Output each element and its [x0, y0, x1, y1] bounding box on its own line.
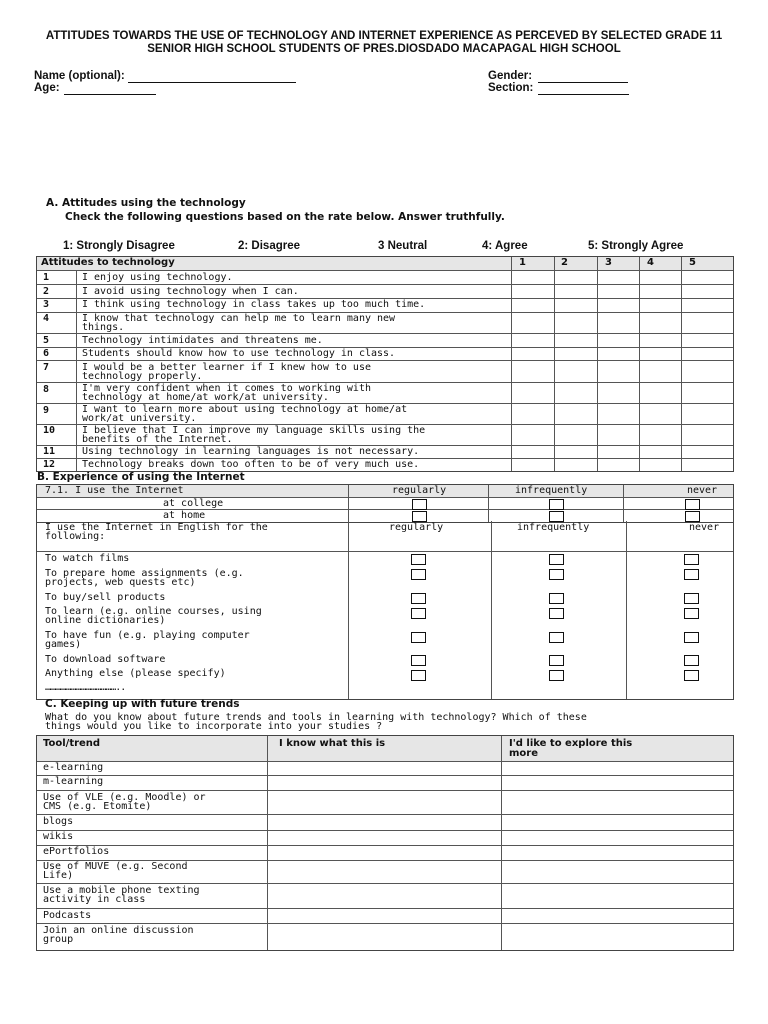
attitude-row-num: 10: [43, 425, 56, 436]
trend-item: blogs: [43, 816, 74, 827]
attitude-row-num: 5: [43, 335, 50, 346]
attitude-row-num: 3: [43, 299, 50, 310]
college-regularly-checkbox[interactable]: [412, 499, 427, 510]
films-never-checkbox[interactable]: [684, 554, 699, 565]
attitude-row-text: I avoid using technology when I can.: [82, 286, 299, 297]
download-regularly-checkbox[interactable]: [411, 655, 426, 666]
attitude-row-num: 9: [43, 405, 50, 416]
learn-never-checkbox[interactable]: [684, 608, 699, 619]
buy-sell-never-checkbox[interactable]: [684, 593, 699, 604]
attitude-row-text: I would be a better learner if I knew how to use: [82, 362, 371, 373]
trend-item: Use of MUVE (e.g. Second: [43, 861, 188, 872]
trend-item: Podcasts: [43, 910, 92, 921]
use-item: To have fun (e.g. playing computer: [45, 630, 250, 641]
q71-label: 7.1. I use the Internet: [45, 485, 184, 496]
use-item: To watch films: [45, 553, 130, 564]
section-a-instruction: Check the following questions based on the rate below. Answer truthfully.: [65, 211, 505, 223]
assignments-never-checkbox[interactable]: [684, 569, 699, 580]
section-c-heading: C. Keeping up with future trends: [45, 698, 240, 710]
attitude-row-num: 8: [43, 384, 50, 395]
age-label: Age:: [34, 82, 60, 94]
section-c-question-cont: things would you like to incorporate into your studies ?: [45, 721, 383, 732]
section-field[interactable]: [538, 94, 629, 95]
trend-col-explore: I'd like to explore this: [509, 738, 633, 749]
download-infrequently-checkbox[interactable]: [549, 655, 564, 666]
trend-item-cont: activity in class: [43, 894, 146, 905]
rating-col-2: 2: [561, 257, 568, 268]
attitude-row-text: I know that technology can help me to learn many new: [82, 313, 396, 324]
freq-never: never: [687, 485, 718, 496]
rating-col-1: 1: [519, 257, 526, 268]
scale-4: 4: Agree: [482, 240, 528, 252]
name-field[interactable]: [128, 82, 296, 83]
learn-infrequently-checkbox[interactable]: [549, 608, 564, 619]
attitude-row-num: 12: [43, 459, 56, 470]
trend-item-cont: Life): [43, 870, 74, 881]
other-never-checkbox[interactable]: [684, 670, 699, 681]
attitude-row-text-cont: technology properly.: [82, 371, 203, 382]
trend-item: m-learning: [43, 776, 104, 787]
college-never-checkbox[interactable]: [685, 499, 700, 510]
trend-col-know: I know what this is: [279, 738, 386, 749]
place-home: at home: [163, 510, 206, 521]
use-item: To buy/sell products: [45, 592, 166, 603]
section-a-heading: A. Attitudes using the technology: [46, 197, 246, 209]
rating-col-4: 4: [647, 257, 654, 268]
attitude-row-text: I enjoy using technology.: [82, 272, 233, 283]
attitude-row-num: 4: [43, 313, 50, 324]
attitude-row-text-cont: things.: [82, 322, 125, 333]
fun-never-checkbox[interactable]: [684, 632, 699, 643]
use-item-cont: games): [45, 639, 82, 650]
scale-5: 5: Strongly Agree: [588, 240, 684, 252]
freq-regularly: regularly: [392, 485, 447, 496]
trends-table: [36, 735, 734, 951]
place-college: at college: [163, 498, 224, 509]
use-item: To learn (e.g. online courses, using: [45, 606, 262, 617]
other-infrequently-checkbox[interactable]: [549, 670, 564, 681]
age-field[interactable]: [64, 94, 156, 95]
document-title-line2: SENIOR HIGH SCHOOL STUDENTS OF PRES.DIOSDADO MACAPAGAL HIGH SCHOOL: [147, 43, 621, 55]
internet-use-table: [36, 521, 734, 700]
scale-1: 1: Strongly Disagree: [63, 240, 175, 252]
scale-2: 2: Disagree: [238, 240, 301, 252]
q2-label: I use the Internet in English for the: [45, 522, 268, 533]
scale-3: 3 Neutral: [378, 240, 428, 252]
buy-sell-infrequently-checkbox[interactable]: [549, 593, 564, 604]
q2-label-cont: following:: [45, 531, 106, 542]
fun-regularly-checkbox[interactable]: [411, 632, 426, 643]
download-never-checkbox[interactable]: [684, 655, 699, 666]
learn-regularly-checkbox[interactable]: [411, 608, 426, 619]
attitude-row-num: 1: [43, 272, 50, 283]
attitude-row-text-cont: work/at university.: [82, 413, 197, 424]
attitudes-table-header: Attitudes to technology: [41, 257, 175, 268]
specify-field[interactable]: ……………………………………..: [45, 682, 126, 693]
attitude-row-text: I believe that I can improve my language skills using the: [82, 425, 426, 436]
trend-item: Join an online discussion: [43, 925, 194, 936]
attitude-row-num: 2: [43, 286, 50, 297]
gender-field[interactable]: [538, 82, 628, 83]
section-c-question: What do you know about future trends and tools in learning with technology? Which of these: [45, 712, 587, 723]
college-infrequently-checkbox[interactable]: [549, 499, 564, 510]
attitude-row-text: Technology intimidates and threatens me.: [82, 335, 323, 346]
rating-col-5: 5: [689, 257, 696, 268]
trend-col-explore-cont: more: [509, 748, 539, 759]
freq-infrequently: infrequently: [515, 485, 588, 496]
assignments-infrequently-checkbox[interactable]: [549, 569, 564, 580]
attitudes-table: [36, 256, 734, 472]
attitude-row-text: Technology breaks down too often to be of very much use.: [82, 459, 420, 470]
attitude-row-text-cont: technology at home/at work/at university.: [82, 392, 329, 403]
attitude-row-text: I think using technology in class takes up too much time.: [82, 299, 426, 310]
use-item-cont: online dictionaries): [45, 615, 166, 626]
trend-item: ePortfolios: [43, 846, 110, 857]
trend-item-cont: CMS (e.g. Etomite): [43, 801, 152, 812]
trend-col-tool: Tool/trend: [43, 738, 101, 749]
use-freq-infrequently: infrequently: [517, 522, 590, 533]
films-infrequently-checkbox[interactable]: [549, 554, 564, 565]
document-title-line1: ATTITUDES TOWARDS THE USE OF TECHNOLOGY AND INTERNET EXPERIENCE AS PERCEVED BY SELECTED GRADE 11: [45, 30, 723, 42]
attitude-row-text: Students should know how to use technology in class.: [82, 348, 396, 359]
attitude-row-text: I'm very confident when it comes to working with: [82, 383, 371, 394]
use-freq-regularly: regularly: [389, 522, 444, 533]
section-label: Section:: [488, 82, 534, 94]
use-item: Anything else (please specify): [45, 668, 226, 679]
trend-item: Use of VLE (e.g. Moodle) or: [43, 792, 206, 803]
section-b-heading: B. Experience of using the Internet: [37, 471, 245, 483]
trend-item: e-learning: [43, 762, 104, 773]
name-label: Name (optional):: [34, 70, 125, 82]
attitude-row-num: 6: [43, 348, 50, 359]
use-item-cont: projects, web quests etc): [45, 577, 196, 588]
fun-infrequently-checkbox[interactable]: [549, 632, 564, 643]
buy-sell-regularly-checkbox[interactable]: [411, 593, 426, 604]
internet-place-table: [36, 484, 734, 523]
other-regularly-checkbox[interactable]: [411, 670, 426, 681]
use-item: To download software: [45, 654, 166, 665]
attitude-row-text: Using technology in learning languages is not necessary.: [82, 446, 420, 457]
use-item: To prepare home assignments (e.g.: [45, 568, 244, 579]
trend-item-cont: group: [43, 934, 74, 945]
attitude-row-num: 11: [43, 446, 56, 457]
attitude-row-text: I want to learn more about using technology at home/at: [82, 404, 408, 415]
gender-label: Gender:: [488, 70, 533, 82]
assignments-regularly-checkbox[interactable]: [411, 569, 426, 580]
attitude-row-text-cont: benefits of the Internet.: [82, 434, 233, 445]
trend-item: Use a mobile phone texting: [43, 885, 200, 896]
attitude-row-num: 7: [43, 362, 50, 373]
use-freq-never: never: [689, 522, 720, 533]
films-regularly-checkbox[interactable]: [411, 554, 426, 565]
trend-item: wikis: [43, 831, 74, 842]
rating-col-3: 3: [605, 257, 612, 268]
